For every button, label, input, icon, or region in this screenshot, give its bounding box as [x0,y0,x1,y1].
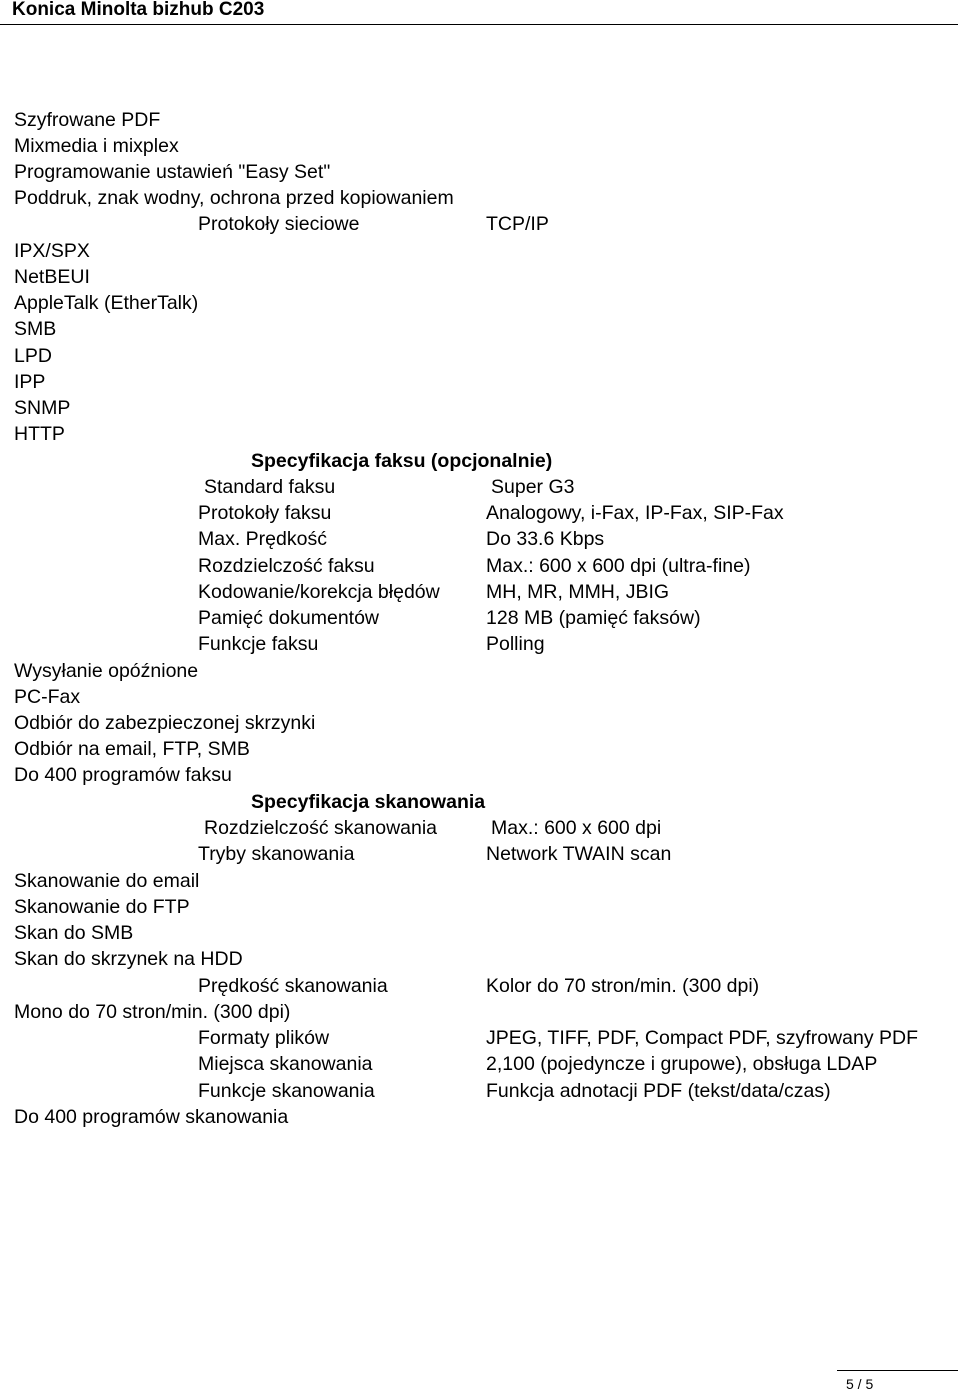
document-title: Konica Minolta bizhub C203 [12,0,265,20]
network-protocol-item: SNMP [14,397,71,419]
footer-divider [837,1370,958,1371]
page-number: 5 / 5 [846,1376,874,1392]
fax-function-item: PC-Fax [14,686,81,708]
scan-spec-value: JPEG, TIFF, PDF, Compact PDF, szyfrowany PDF [486,1027,918,1049]
fax-spec-label: Pamięć dokumentów [198,607,380,629]
feature-item: Poddruk, znak wodny, ochrona przed kopiowaniem [14,187,454,209]
network-protocols-value: TCP/IP [486,213,549,235]
fax-spec-value: Analogowy, i-Fax, IP-Fax, SIP-Fax [486,502,784,524]
feature-item: Programowanie ustawień "Easy Set" [14,161,331,183]
network-protocols-label: Protokoły sieciowe [198,213,360,235]
scan-programs-item: Do 400 programów skanowania [14,1106,289,1128]
fax-spec-value: Do 33.6 Kbps [486,528,605,550]
scan-spec-heading: Specyfikacja skanowania [251,791,486,813]
fax-spec-heading: Specyfikacja faksu (opcjonalnie) [251,450,553,472]
fax-function-item: Wysyłanie opóźnione [14,660,199,682]
scan-spec-value: Max.: 600 x 600 dpi [491,817,662,839]
scan-mode-item: Skan do SMB [14,922,134,944]
fax-spec-value: Max.: 600 x 600 dpi (ultra-fine) [486,555,751,577]
scan-speed-value: Kolor do 70 stron/min. (300 dpi) [486,975,760,997]
fax-function-item: Do 400 programów faksu [14,764,232,786]
fax-spec-value: Super G3 [491,476,575,498]
fax-spec-label: Rozdzielczość faksu [198,555,375,577]
fax-spec-value: MH, MR, MMH, JBIG [486,581,670,603]
fax-spec-label: Protokoły faksu [198,502,332,524]
network-protocol-item: LPD [14,345,52,367]
scan-mode-item: Skan do skrzynek na HDD [14,948,243,970]
network-protocol-item: IPX/SPX [14,240,90,262]
fax-function-item: Odbiór do zabezpieczonej skrzynki [14,712,316,734]
fax-function-item: Odbiór na email, FTP, SMB [14,738,250,760]
scan-mode-item: Skanowanie do FTP [14,896,190,918]
fax-spec-label: Funkcje faksu [198,633,319,655]
network-protocol-item: AppleTalk (EtherTalk) [14,292,199,314]
fax-spec-label: Standard faksu [204,476,336,498]
feature-item: Szyfrowane PDF [14,109,161,131]
scan-mode-item: Skanowanie do email [14,870,200,892]
document-header [0,0,958,25]
scan-spec-label: Formaty plików [198,1027,330,1049]
fax-spec-value: 128 MB (pamięć faksów) [486,607,701,629]
fax-spec-label: Kodowanie/korekcja błędów [198,581,440,603]
scan-spec-label: Rozdzielczość skanowania [204,817,438,839]
scan-spec-value: Network TWAIN scan [486,843,672,865]
scan-spec-value: Funkcja adnotacji PDF (tekst/data/czas) [486,1080,831,1102]
scan-spec-label: Miejsca skanowania [198,1053,373,1075]
network-protocol-item: IPP [14,371,46,393]
scan-speed-label: Prędkość skanowania [198,975,388,997]
feature-item: Mixmedia i mixplex [14,135,179,157]
scan-spec-label: Tryby skanowania [198,843,355,865]
network-protocol-item: HTTP [14,423,65,445]
scan-spec-label: Funkcje skanowania [198,1080,375,1102]
network-protocol-item: SMB [14,318,57,340]
network-protocol-item: NetBEUI [14,266,90,288]
fax-spec-label: Max. Prędkość [198,528,327,550]
scan-speed-extra: Mono do 70 stron/min. (300 dpi) [14,1001,291,1023]
scan-spec-value: 2,100 (pojedyncze i grupowe), obsługa LDAP [486,1053,878,1075]
fax-spec-value: Polling [486,633,545,655]
